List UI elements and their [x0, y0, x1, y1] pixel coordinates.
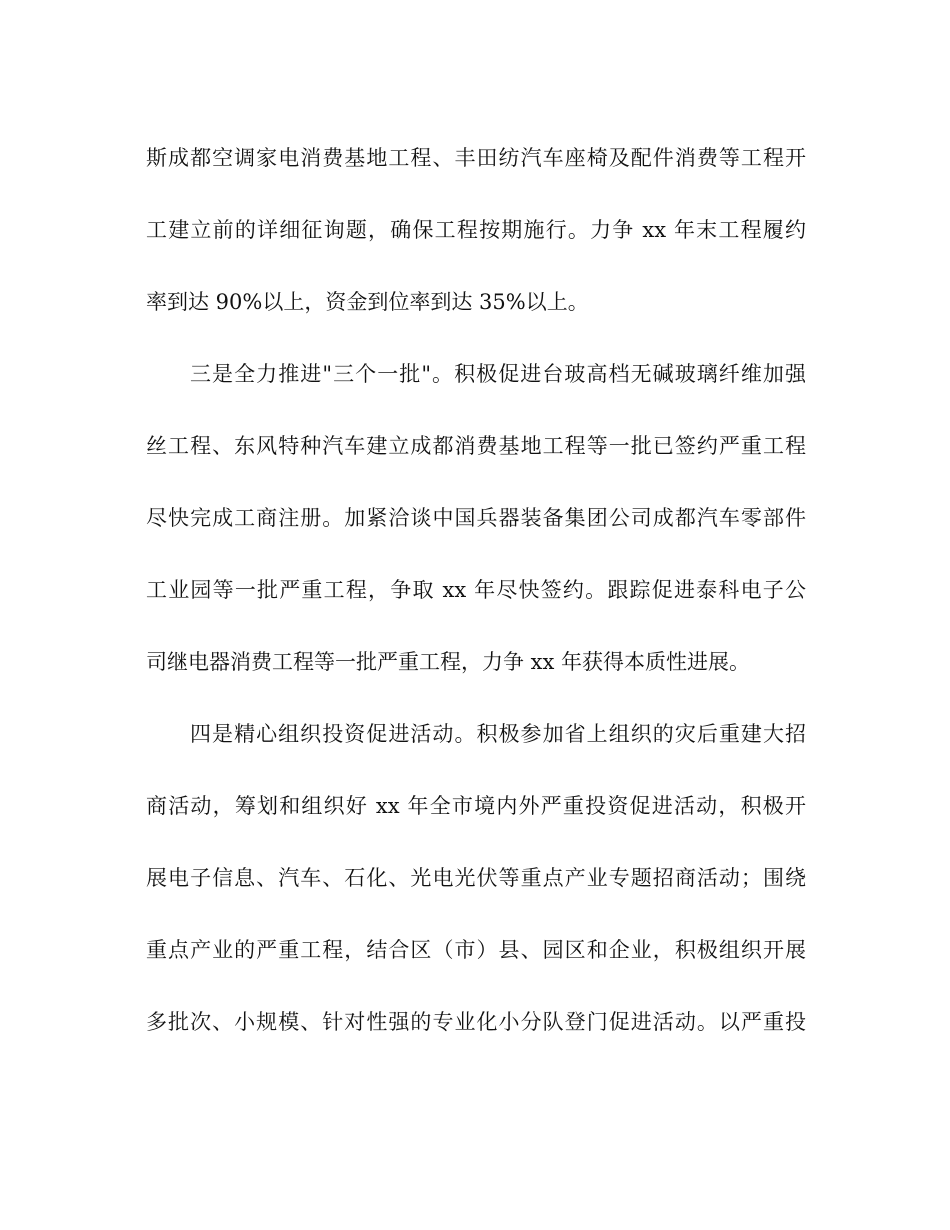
text-line: 丝工程、东风特种汽车建立成都消费基地工程等一批已签约严重工程 — [146, 434, 806, 458]
text-line: 司继电器消费工程等一批严重工程，力争 xx 年获得本质性进展。 — [146, 650, 751, 674]
text-line: 斯成都空调家电消费基地工程、丰田纺汽车座椅及配件消费等工程开 — [146, 146, 806, 170]
text-line: 工业园等一批严重工程，争取 xx 年尽快签约。跟踪促进泰科电子公 — [146, 578, 806, 602]
text-line: 工建立前的详细征询题，确保工程按期施行。力争 xx 年末工程履约 — [146, 218, 806, 242]
paragraph-first-line: 三是全力推进"三个一批"。积极促进台玻高档无碱玻璃纤维加强 — [190, 362, 806, 386]
text-line: 尽快完成工商注册。加紧洽谈中国兵器装备集团公司成都汽车零部件 — [146, 506, 806, 530]
text-line: 多批次、小规模、针对性强的专业化小分队登门促进活动。以严重投 — [146, 1010, 806, 1034]
text-line: 商活动，筹划和组织好 xx 年全市境内外严重投资促进活动，积极开 — [146, 794, 806, 818]
text-line: 展电子信息、汽车、石化、光电光伏等重点产业专题招商活动；围绕 — [146, 866, 806, 890]
body-text — [146, 142, 806, 1078]
text-line: 率到达 90%以上，资金到位率到达 35%以上。 — [146, 290, 589, 314]
text-line: 重点产业的严重工程，结合区（市）县、园区和企业，积极组织开展 — [146, 938, 806, 962]
paragraph-first-line: 四是精心组织投资促进活动。积极参加省上组织的灾后重建大招 — [190, 722, 806, 746]
